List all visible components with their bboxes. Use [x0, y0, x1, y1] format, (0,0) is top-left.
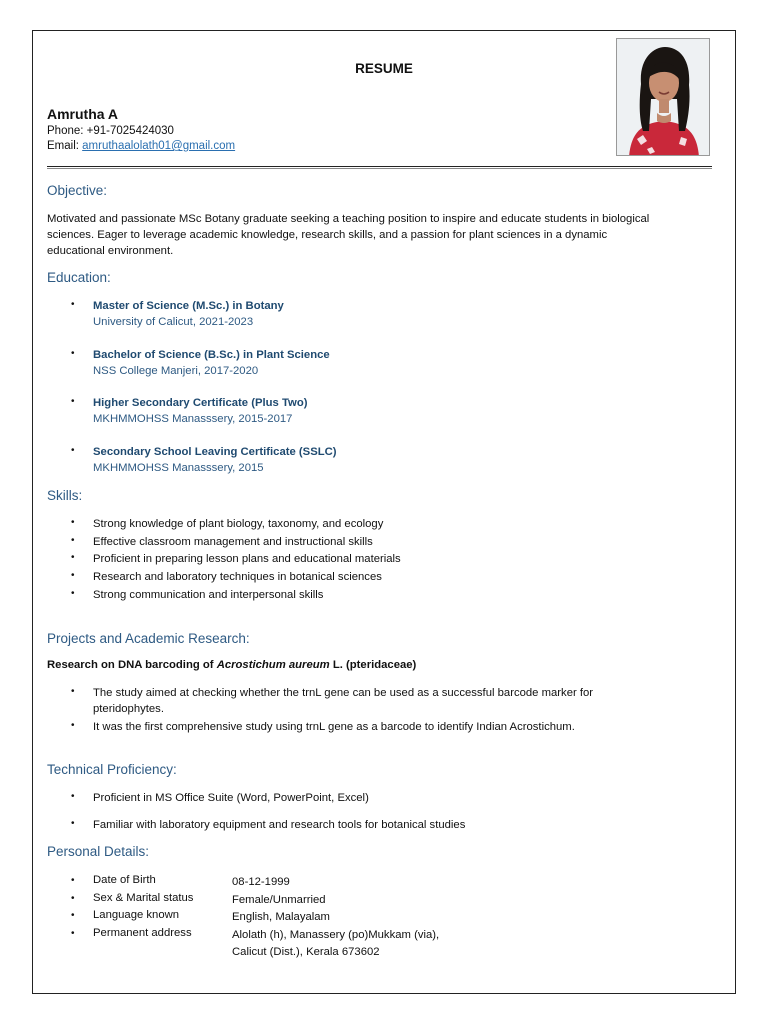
personal-label: Language known: [93, 909, 180, 921]
bullet-icon: •: [71, 875, 75, 886]
objective-line: Motivated and passionate MSc Botany graduate seeking a teaching position to inspire and educate students in biological: [47, 213, 650, 225]
personal-label: Date of Birth: [93, 874, 156, 886]
technical-text: Familiar with laboratory equipment and research tools for botanical studies: [93, 819, 466, 831]
objective-line: sciences. Eager to leverage academic knowledge, research skills, and a passion for plant sciences in a dynamic: [47, 229, 608, 241]
skill-text: Strong communication and interpersonal skills: [93, 589, 324, 601]
bullet-icon: •: [71, 552, 75, 563]
education-institution: MKHMMOHSS Manasssery, 2015-2017: [93, 413, 293, 425]
education-institution: MKHMMOHSS Manasssery, 2015: [93, 462, 264, 474]
address-line: Alolath (h), Manassery (po)Mukkam (via),: [232, 929, 440, 941]
education-institution: University of Calicut, 2021-2023: [93, 316, 254, 328]
objective-heading: Objective:: [47, 183, 108, 198]
header-divider-thin: [47, 168, 712, 169]
objective-text: [47, 211, 717, 259]
bullet-icon: •: [71, 535, 75, 546]
profile-photo-image: [617, 39, 710, 156]
bullet-icon: •: [71, 517, 75, 528]
phone-label: Phone:: [47, 125, 87, 137]
bullet-icon: •: [71, 720, 75, 731]
bullet-icon: •: [71, 299, 75, 310]
bullet-icon: •: [71, 445, 75, 456]
skill-text: Strong knowledge of plant biology, taxonomy, and ecology: [93, 518, 384, 530]
header-divider: [47, 166, 712, 167]
profile-photo: [616, 38, 710, 156]
skill-text: Proficient in preparing lesson plans and educational materials: [93, 553, 401, 565]
bullet-icon: •: [71, 686, 75, 697]
education-degree: Master of Science (M.Sc.) in Botany: [93, 300, 284, 312]
skills-heading: Skills:: [47, 488, 83, 503]
bullet-icon: •: [71, 396, 75, 407]
bullet-icon: •: [71, 910, 75, 921]
page-title: RESUME: [355, 61, 413, 76]
bullet-icon: •: [71, 791, 75, 802]
education-degree: Bachelor of Science (B.Sc.) in Plant Science: [93, 349, 330, 361]
personal-label: Sex & Marital status: [93, 892, 194, 904]
bullet-icon: •: [71, 928, 75, 939]
project-title-species: Acrostichum aureum: [216, 659, 330, 671]
email-line: [47, 140, 235, 152]
project-title-prefix: Research on DNA barcoding of: [47, 659, 217, 671]
phone-line: [47, 125, 174, 137]
email-link[interactable]: amruthaalolath01@gmail.com: [82, 140, 236, 152]
education-degree: Higher Secondary Certificate (Plus Two): [93, 397, 308, 409]
objective-line: educational environment.: [47, 245, 174, 257]
bullet-icon: •: [71, 818, 75, 829]
candidate-name: Amrutha A: [47, 106, 119, 122]
resume-page: [32, 30, 736, 994]
personal-label: Permanent address: [93, 927, 192, 939]
personal-value: [232, 927, 439, 961]
project-point-line: pteridophytes.: [93, 703, 164, 715]
project-point-line: It was the first comprehensive study using trnL gene as a barcode to identify Indian Acrostichum.: [93, 721, 575, 733]
education-degree: Secondary School Leaving Certificate (SSLC): [93, 446, 337, 458]
email-label: Email:: [47, 140, 83, 152]
bullet-icon: •: [71, 588, 75, 599]
address-line: Calicut (Dist.), Kerala 673602: [232, 946, 380, 958]
project-point-line: The study aimed at checking whether the trnL gene can be used as a successful barcode marker for: [93, 687, 594, 699]
technical-text: Proficient in MS Office Suite (Word, PowerPoint, Excel): [93, 792, 369, 804]
phone-number: +91-7025424030: [86, 125, 174, 137]
bullet-icon: •: [71, 570, 75, 581]
education-institution: NSS College Manjeri, 2017-2020: [93, 365, 259, 377]
skill-text: Effective classroom management and instructional skills: [93, 536, 373, 548]
personal-value: English, Malayalam: [232, 911, 330, 923]
personal-value: Female/Unmarried: [232, 894, 326, 906]
bullet-icon: •: [71, 893, 75, 904]
bullet-icon: •: [71, 348, 75, 359]
project-title: [47, 659, 416, 671]
project-title-suffix: L. (pteridaceae): [329, 659, 417, 671]
personal-heading: Personal Details:: [47, 844, 150, 859]
education-heading: Education:: [47, 270, 111, 285]
technical-heading: Technical Proficiency:: [47, 762, 177, 777]
projects-heading: Projects and Academic Research:: [47, 631, 250, 646]
personal-value: 08-12-1999: [232, 876, 290, 888]
skill-text: Research and laboratory techniques in botanical sciences: [93, 571, 382, 583]
